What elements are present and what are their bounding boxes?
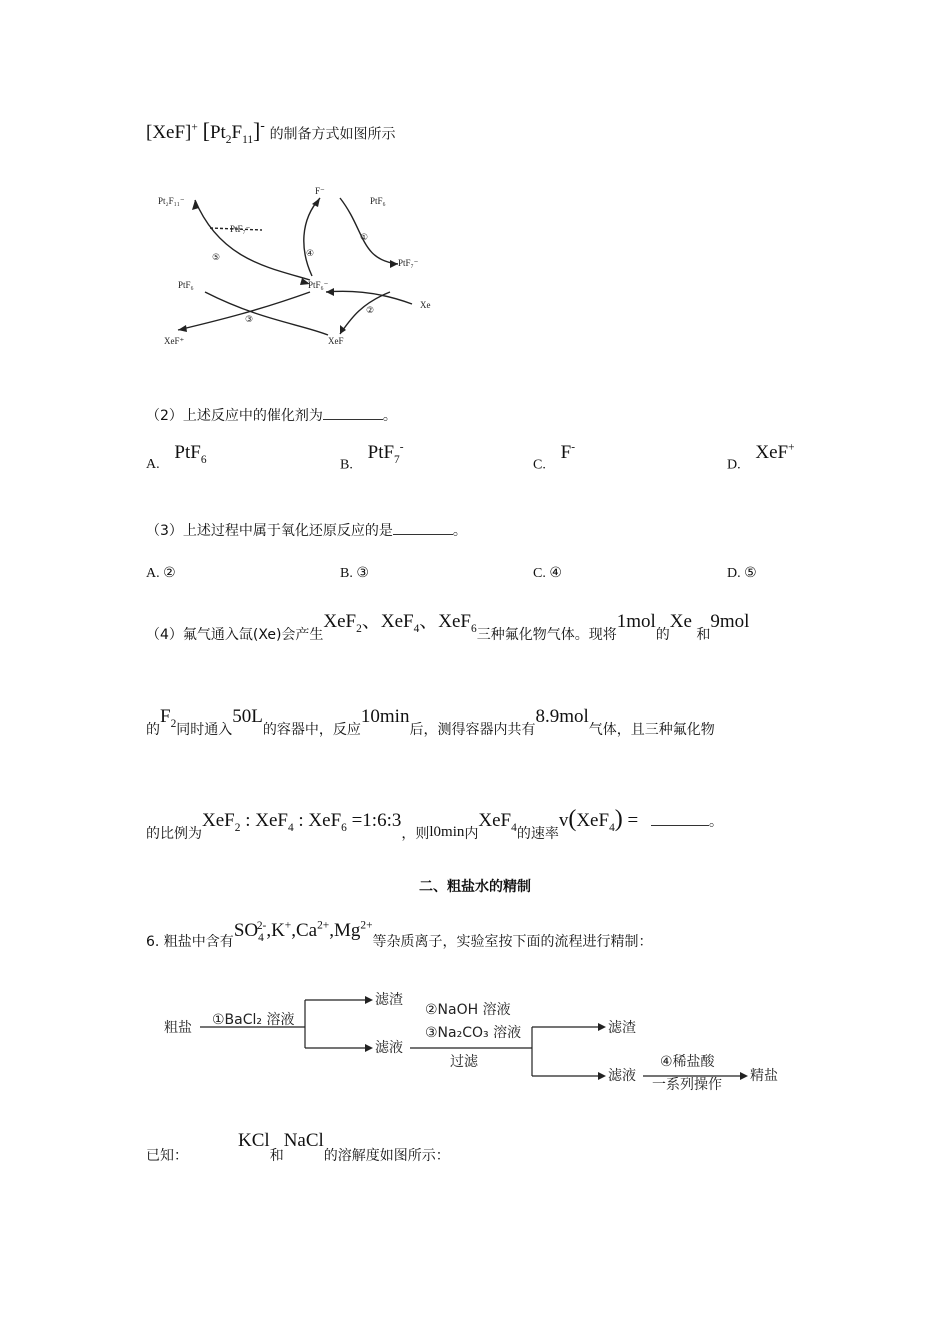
label-xef-plus: XeF⁺ <box>164 336 185 346</box>
pt2f11-formula: $[Pt_2F_{11}]^-$ <box>202 118 265 147</box>
arrowhead <box>390 260 398 268</box>
label-xef: XeF <box>328 336 344 346</box>
answer-blank <box>323 418 383 420</box>
flow-filtrate-1: 滤液 <box>375 1040 403 1056</box>
label-ptf7-left: PtF₇⁻ <box>230 224 251 234</box>
q2-option-d[interactable]: D. XeF+ <box>727 442 795 473</box>
arrow-path-3a <box>205 292 328 335</box>
label-xe: Xe <box>420 300 431 310</box>
q2-option-b[interactable]: B. PtF$_7$- <box>340 442 404 473</box>
q3-stem: （3）上述过程中属于氧化还原反应的是 。 <box>146 523 467 539</box>
label-ptf7-right: PtF₇⁻ <box>398 258 419 268</box>
xef-formula: [XeF]+ <box>146 122 198 144</box>
intro-line <box>146 118 396 146</box>
q3-option-c[interactable]: C. ④ <box>533 565 562 581</box>
label-ptf6-minus: PtF₆⁻ <box>308 280 329 290</box>
flow-filtrate-2: 滤液 <box>608 1068 636 1084</box>
flow-end: 精盐 <box>750 1068 778 1084</box>
flow-step-2: ②NaOH 溶液 <box>425 1002 511 1018</box>
answer-blank <box>393 533 453 535</box>
flow-residue-1: 滤渣 <box>375 992 403 1008</box>
flow-filter: 过滤 <box>450 1054 478 1070</box>
arrowhead <box>178 325 187 332</box>
arrowhead <box>740 1072 748 1080</box>
q6-stem: 6. 粗盐中含有$SO_4^{2-},K^+,Ca^{2+},Mg^{2+}$等杂质离子，实验室按下面的流程进行精制： <box>146 920 653 951</box>
q3-option-d[interactable]: D. ⑤ <box>727 565 757 581</box>
arrow-path-1 <box>340 198 398 264</box>
flow-step-4: ④稀盐酸 <box>660 1054 715 1070</box>
known-line: 已知：KCl和NaCl的溶解度如图所示： <box>146 1130 450 1164</box>
step-5: ⑤ <box>212 253 221 263</box>
label-ptf6-top: PtF₆ <box>370 196 386 206</box>
q4-line-1: （4）氟气通入氙(Xe)会产生XeF$_2$、XeF$_4$、XeF$_6$三种氟化物气体。现将1mol的Xe 和9mol <box>146 611 750 643</box>
label-ptf6-left: PtF₆ <box>178 280 194 290</box>
answer-blank <box>651 825 709 826</box>
step-3: ③ <box>245 315 254 325</box>
step-1: ① <box>360 233 369 243</box>
arrow-path-2b <box>340 292 390 334</box>
section-title: 二、粗盐水的精制 <box>419 879 531 895</box>
arrow-path-4 <box>304 198 320 276</box>
label-pt2f11: Pt₂F₁₁⁻ <box>158 196 185 206</box>
q3-option-b[interactable]: B. ③ <box>340 565 369 581</box>
q2-option-a[interactable]: A. PtF$_6$ <box>146 442 207 472</box>
flow-operations: 一系列操作 <box>652 1077 722 1093</box>
flow-residue-2: 滤渣 <box>608 1020 636 1036</box>
step-2: ② <box>366 306 375 316</box>
reaction-diagram <box>150 180 450 355</box>
arrowhead <box>598 1072 606 1080</box>
intro-text: 的制备方式如图所示 <box>269 126 396 143</box>
arrowhead <box>598 1023 606 1031</box>
q2-stem: （2）上述反应中的催化剂为 。 <box>146 408 397 424</box>
arrowhead <box>365 1044 373 1052</box>
arrow-path-2a <box>326 291 412 304</box>
step-4: ④ <box>306 249 315 259</box>
purification-flowchart <box>160 990 800 1100</box>
label-f: F⁻ <box>315 186 325 196</box>
q4-line-2: 的$F_2$同时通入50L的容器中，反应10min后，测得容器内共有8.9mol气体，且三种氟化物 <box>146 706 715 738</box>
q3-option-a[interactable]: A. ② <box>146 565 176 581</box>
arrow-path-5 <box>195 200 310 280</box>
arrowhead <box>365 996 373 1004</box>
arrow-path-ptf7 <box>210 228 262 230</box>
flow-start: 粗盐 <box>164 1020 192 1036</box>
q4-line-3: 的比例为XeF$_2$ : XeF$_4$ : XeF$_6$ =1:6:3，则l0min内XeF$_4$的速率v(XeF$_4$) = 。 <box>146 806 724 842</box>
flow-step-1: ①BaCl₂ 溶液 <box>212 1012 295 1028</box>
q2-option-c[interactable]: C. F- <box>533 442 575 473</box>
flow-step-3: ③Na₂CO₃ 溶液 <box>425 1025 522 1041</box>
